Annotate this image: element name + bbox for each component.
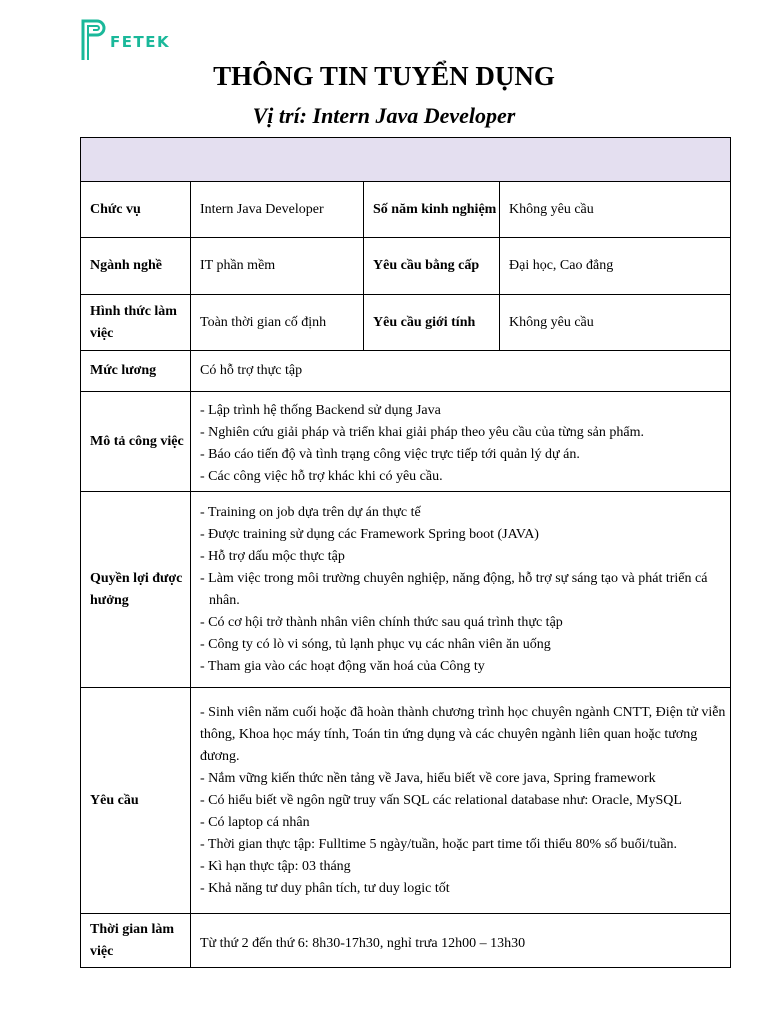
requirements-list bbox=[200, 702, 730, 900]
list-item: - Báo cáo tiến độ và tình trạng công việc trực tiếp tới quản lý dự án. bbox=[200, 446, 580, 462]
gender-label: Yêu cầu giới tính bbox=[364, 295, 500, 351]
list-item: - Training on job dựa trên dự án thực tế bbox=[200, 505, 421, 520]
list-item: - Lập trình hệ thống Backend sử dụng Java bbox=[200, 402, 441, 418]
degree-value: Đại học, Cao đẳng bbox=[500, 238, 731, 295]
list-item: - Hỗ trợ dấu mộc thực tập bbox=[200, 549, 345, 564]
list-item: - Thời gian thực tập: Fulltime 5 ngày/tuần, hoặc part time tối thiểu 80% số buổi/tuần. bbox=[200, 836, 678, 852]
salary-value: Có hỗ trợ thực tập bbox=[191, 351, 731, 392]
benefits-cell bbox=[191, 492, 731, 688]
logo-text: FETEK bbox=[110, 33, 171, 51]
benefits-list bbox=[200, 502, 730, 678]
list-item: - Tham gia vào các hoạt động văn hoá của Công ty bbox=[200, 659, 485, 674]
industry-value: IT phần mềm bbox=[191, 238, 364, 295]
work-type-value: Toàn thời gian cố định bbox=[191, 295, 364, 351]
fetek-logo-icon bbox=[80, 18, 106, 62]
table-row bbox=[81, 351, 731, 392]
requirements-cell bbox=[191, 688, 731, 914]
table-row bbox=[81, 392, 731, 492]
table-row bbox=[81, 914, 731, 968]
position-value: Intern Java Developer bbox=[191, 182, 364, 238]
industry-label: Ngành nghề bbox=[81, 238, 191, 295]
description-cell bbox=[191, 392, 731, 492]
list-item: - Nghiên cứu giải pháp và triển khai giải pháp theo yêu cầu của từng sản phẩm. bbox=[200, 424, 644, 440]
list-item: - Có laptop cá nhân bbox=[200, 814, 310, 830]
degree-label: Yêu cầu bằng cấp bbox=[364, 238, 500, 295]
list-item: - Có hiểu biết về ngôn ngữ truy vấn SQL các relational database như: Oracle, MySQL bbox=[200, 792, 682, 808]
description-list bbox=[200, 400, 730, 488]
table-row bbox=[81, 182, 731, 238]
experience-value: Không yêu cầu bbox=[500, 182, 731, 238]
work-type-label: Hình thức làm việc bbox=[81, 295, 191, 351]
benefits-label: Quyền lợi được hưởng bbox=[81, 492, 191, 688]
table-banner-row bbox=[81, 138, 731, 182]
list-item: - Được training sử dụng các Framework Spring boot (JAVA) bbox=[200, 527, 539, 542]
table-banner bbox=[81, 138, 731, 182]
page-subtitle: Vị trí: Intern Java Developer bbox=[252, 103, 516, 128]
job-info-table bbox=[80, 137, 731, 968]
page-title: THÔNG TIN TUYỂN DỤNG bbox=[213, 61, 555, 91]
position-label: Chức vụ bbox=[81, 182, 191, 238]
list-item: - Khả năng tư duy phân tích, tư duy logic tốt bbox=[200, 880, 450, 896]
hours-value: Từ thứ 2 đến thứ 6: 8h30-17h30, nghỉ trưa 12h00 – 13h30 bbox=[191, 914, 731, 968]
salary-label: Mức lương bbox=[81, 351, 191, 392]
requirements-label: Yêu cầu bbox=[81, 688, 191, 914]
table-row bbox=[81, 295, 731, 351]
list-item: - Nắm vững kiến thức nền tảng về Java, hiểu biết về core java, Spring framework bbox=[200, 770, 656, 786]
list-item: - Kì hạn thực tập: 03 tháng bbox=[200, 858, 351, 874]
list-item: - Có cơ hội trở thành nhân viên chính thức sau quá trình thực tập bbox=[200, 615, 563, 630]
table-row bbox=[81, 238, 731, 295]
gender-value: Không yêu cầu bbox=[500, 295, 731, 351]
list-item: - Sinh viên năm cuối hoặc đã hoàn thành chương trình học chuyên ngành CNTT, Điện tử viễn thông, Khoa học máy tính, Toán tin ứng dụng và các chuyên ngành liên quan hoặc tương đương. bbox=[200, 704, 726, 764]
list-item: - Công ty có lò vi sóng, tủ lạnh phục vụ các nhân viên ăn uống bbox=[200, 637, 551, 652]
table-row bbox=[81, 688, 731, 914]
fetek-logo bbox=[80, 18, 170, 62]
list-item: - Các công việc hỗ trợ khác khi có yêu cầu. bbox=[200, 468, 443, 484]
table-row bbox=[81, 492, 731, 688]
list-item: - Làm việc trong môi trường chuyên nghiệp, năng động, hỗ trợ sự sáng tạo và phát triển cá nhân. bbox=[200, 571, 708, 608]
description-label: Mô tả công việc bbox=[81, 392, 191, 492]
experience-label: Số năm kinh nghiệm bbox=[364, 182, 500, 238]
hours-label: Thời gian làm việc bbox=[81, 914, 191, 968]
